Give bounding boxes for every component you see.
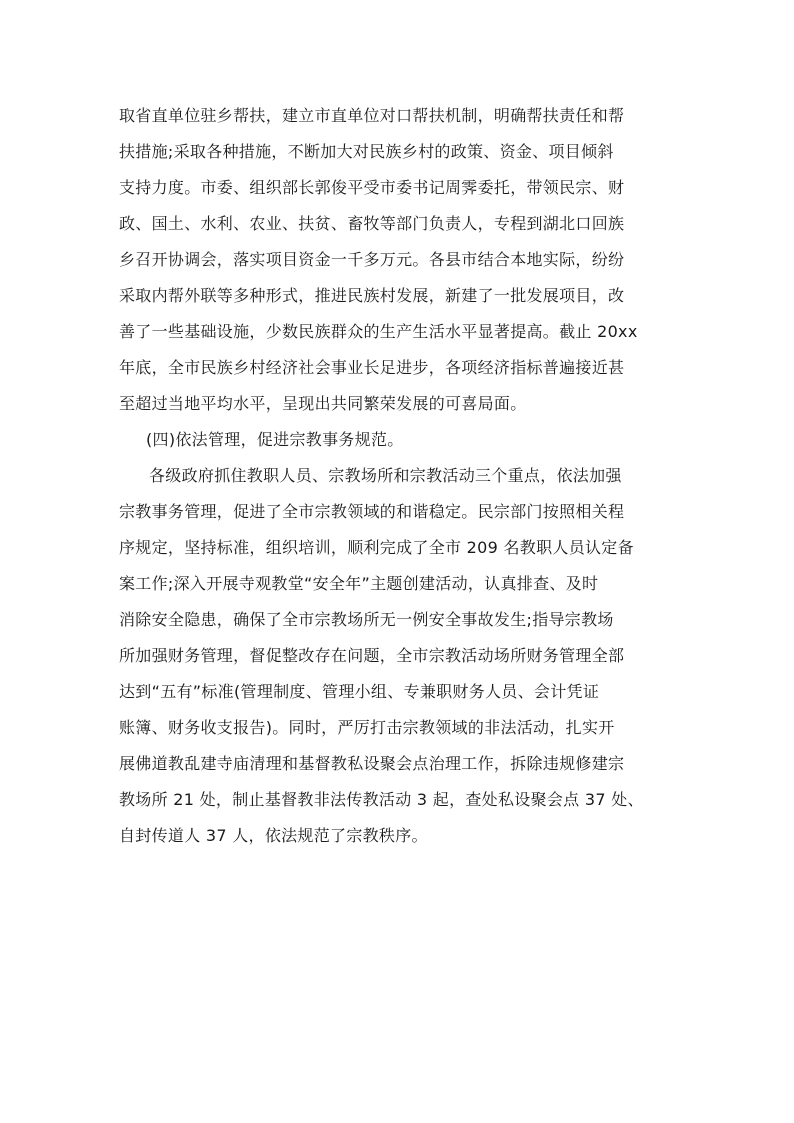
text-line: 宗教事务管理，促进了全市宗教领域的和谐稳定。民宗部门按照相关程 [119, 502, 625, 521]
text-line: 年底，全市民族乡村经济社会事业长足进步，各项经济指标普遍接近甚 [119, 358, 625, 377]
text-line: 账簿、财务收支报告)。同时，严厉打击宗教领域的非法活动，扎实开 [119, 718, 615, 737]
paragraph-first-line: 各级政府抓住教职人员、宗教场所和宗教活动三个重点，依法加强 [149, 466, 622, 485]
text-line: 支持力度。市委、组织部长郭俊平受市委书记周霁委托，带领民宗、财 [119, 178, 625, 197]
text-line: 善了一些基础设施，少数民族群众的生产生活水平显著提高。截止 20xx [119, 322, 638, 341]
text-line: 乡召开协调会，落实项目资金一千多万元。各县市结合本地实际，纷纷 [119, 250, 625, 269]
text-line: 取省直单位驻乡帮扶，建立市直单位对口帮扶机制，明确帮扶责任和帮 [119, 106, 625, 125]
section-heading: (四)依法管理，促进宗教事务规范。 [146, 430, 404, 449]
text-line: 采取内帮外联等多种形式，推进民族村发展，新建了一批发展项目，改 [119, 286, 625, 305]
text-line: 案工作;深入开展寺观教堂“安全年”主题创建活动，认真排查、及时 [119, 574, 599, 593]
text-line: 展佛道教乱建寺庙清理和基督教私设聚会点治理工作，拆除违规修建宗 [119, 754, 625, 773]
text-line: 自封传道人 37 人，依法规范了宗教秩序。 [119, 826, 428, 845]
text-line: 达到“五有”标准(管理制度、管理小组、专兼职财务人员、会计凭证 [119, 682, 600, 701]
text-line: 序规定，坚持标准，组织培训，顺利完成了全市 209 名教职人员认定备 [119, 538, 634, 557]
text-line: 政、国土、水利、农业、扶贫、畜牧等部门负责人，专程到湖北口回族 [119, 214, 625, 233]
text-line: 扶措施;采取各种措施，不断加大对民族乡村的政策、资金、项目倾斜 [119, 142, 614, 161]
text-line: 至超过当地平均水平，呈现出共同繁荣发展的可喜局面。 [119, 394, 527, 413]
text-line: 消除安全隐患，确保了全市宗教场所无一例安全事故发生;指导宗教场 [119, 610, 614, 629]
text-line: 教场所 21 处，制止基督教非法传教活动 3 起，查处私设聚会点 37 处、 [119, 790, 644, 809]
text-line: 所加强财务管理，督促整改存在问题，全市宗教活动场所财务管理全部 [119, 646, 625, 665]
